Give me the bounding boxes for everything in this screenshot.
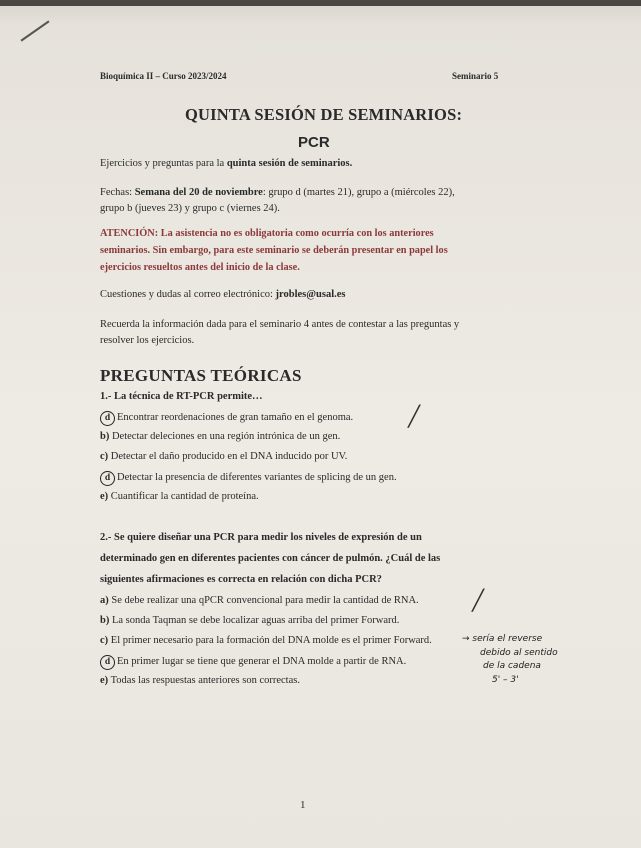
header-right: Seminario 5 xyxy=(452,71,499,81)
handwritten-note-line-1: → sería el reverse xyxy=(462,634,543,644)
q2-option-c-letter: c) xyxy=(100,635,109,646)
contact-line xyxy=(100,287,345,303)
q2-title-line-3: siguientes afirmaciones es correcta en relación con dicha PCR? xyxy=(100,574,382,585)
contact-email: jrobles@usal.es xyxy=(275,289,346,300)
q2-option-a-letter: a) xyxy=(100,595,109,606)
q2-option-e-text: Todas las respuestas anteriores son correctas. xyxy=(110,675,300,686)
q2-option-b-letter: b) xyxy=(100,615,110,626)
q1-option-d xyxy=(100,471,397,486)
q2-title-line-2: determinado gen en diferentes pacientes con cáncer de pulmón. ¿Cuál de las xyxy=(100,553,441,564)
atencion-line-3: ejercicios resueltos antes del inicio de la clase. xyxy=(100,262,300,273)
intro-bold: quinta sesión de seminarios. xyxy=(226,158,353,169)
q2-option-e-letter: e) xyxy=(100,675,109,686)
page-subtitle: PCR xyxy=(298,134,330,151)
q1-option-d-circled: d xyxy=(100,471,115,486)
reminder-line-2: resolver los ejercicios. xyxy=(100,335,195,346)
atencion-line-1: ATENCIÓN: La asistencia no es obligatoria como ocurría con los anteriores xyxy=(100,228,434,239)
check-mark-icon: ╱ xyxy=(408,404,421,428)
q2-option-c xyxy=(100,635,432,646)
reminder-line-1: Recuerda la información dada para el seminario 4 antes de contestar a las preguntas y xyxy=(100,319,460,330)
q1-option-b-text: Detectar deleciones en una región intrónica de un gen. xyxy=(111,431,341,442)
handwritten-note-line-2: debido al sentido xyxy=(480,648,558,658)
atencion-line-2: seminarios. Sin embargo, para este seminario se deberán presentar en papel los xyxy=(100,245,448,256)
q1-option-c xyxy=(100,451,347,462)
handwritten-note-line-3: de la cadena xyxy=(483,661,541,671)
section-title: PREGUNTAS TEÓRICAS xyxy=(100,366,302,385)
q1-circled-mark: d xyxy=(100,411,115,426)
q1-option-b-letter: b) xyxy=(100,431,110,442)
q2-option-c-text: El primer necesario para la formación del DNA molde es el primer Forward. xyxy=(110,635,432,646)
page-number: 1 xyxy=(300,799,306,811)
q1-title: 1.- La técnica de RT-PCR permite… xyxy=(100,391,263,402)
pen-stroke-mark xyxy=(21,20,50,41)
fechas-bold: Semana del 20 de noviembre xyxy=(134,187,263,198)
intro-prefix: Ejercicios y preguntas para la xyxy=(100,158,227,169)
q2-option-d-text: En primer lugar se tiene que generar el DNA molde a partir de RNA. xyxy=(117,656,407,667)
q1-option-d-text: Detectar la presencia de diferentes variantes de splicing de un gen. xyxy=(117,472,397,483)
q1-option-b xyxy=(100,431,340,442)
q2-option-b-text: La sonda Taqman se debe localizar aguas arriba del primer Forward. xyxy=(111,615,400,626)
header-left: Bioquímica II – Curso 2023/2024 xyxy=(100,71,227,81)
q1-option-c-letter: c) xyxy=(100,451,109,462)
q2-option-d xyxy=(100,655,406,670)
q2-option-d-circled: d xyxy=(100,655,115,670)
fechas-rest: : grupo d (martes 21), grupo a (miércoles 22), xyxy=(262,187,455,198)
q2-option-b xyxy=(100,615,399,626)
q1-option-e-letter: e) xyxy=(100,491,109,502)
page-title: QUINTA SESIÓN DE SEMINARIOS: xyxy=(185,105,463,124)
q2-option-e xyxy=(100,675,300,686)
q2-option-a-text: Se debe realizar una qPCR convencional para medir la cantidad de RNA. xyxy=(111,595,419,606)
intro-text xyxy=(100,156,352,172)
handwritten-note-line-4: 5' – 3' xyxy=(492,675,519,685)
q2-title-line-1: 2.- Se quiere diseñar una PCR para medir los niveles de expresión de un xyxy=(100,532,422,543)
q1-option-c-text: Detectar el daño producido en el DNA inducido por UV. xyxy=(110,451,348,462)
fechas-line-2: grupo b (jueves 23) y grupo c (viernes 24). xyxy=(100,203,280,214)
q2-option-a xyxy=(100,595,419,606)
contact-text: Cuestiones y dudas al correo electrónico: xyxy=(100,289,276,300)
check-mark-icon: ╱ xyxy=(472,588,485,612)
fechas-label: Fechas: xyxy=(100,187,135,198)
fechas-line-1 xyxy=(100,185,455,201)
q1-option-a xyxy=(100,411,353,426)
page-edge-shadow xyxy=(0,0,641,6)
q1-option-e xyxy=(100,491,259,502)
q1-option-a-text: Encontrar reordenaciones de gran tamaño en el genoma. xyxy=(117,412,354,423)
q1-option-e-text: Cuantificar la cantidad de proteína. xyxy=(110,491,259,502)
